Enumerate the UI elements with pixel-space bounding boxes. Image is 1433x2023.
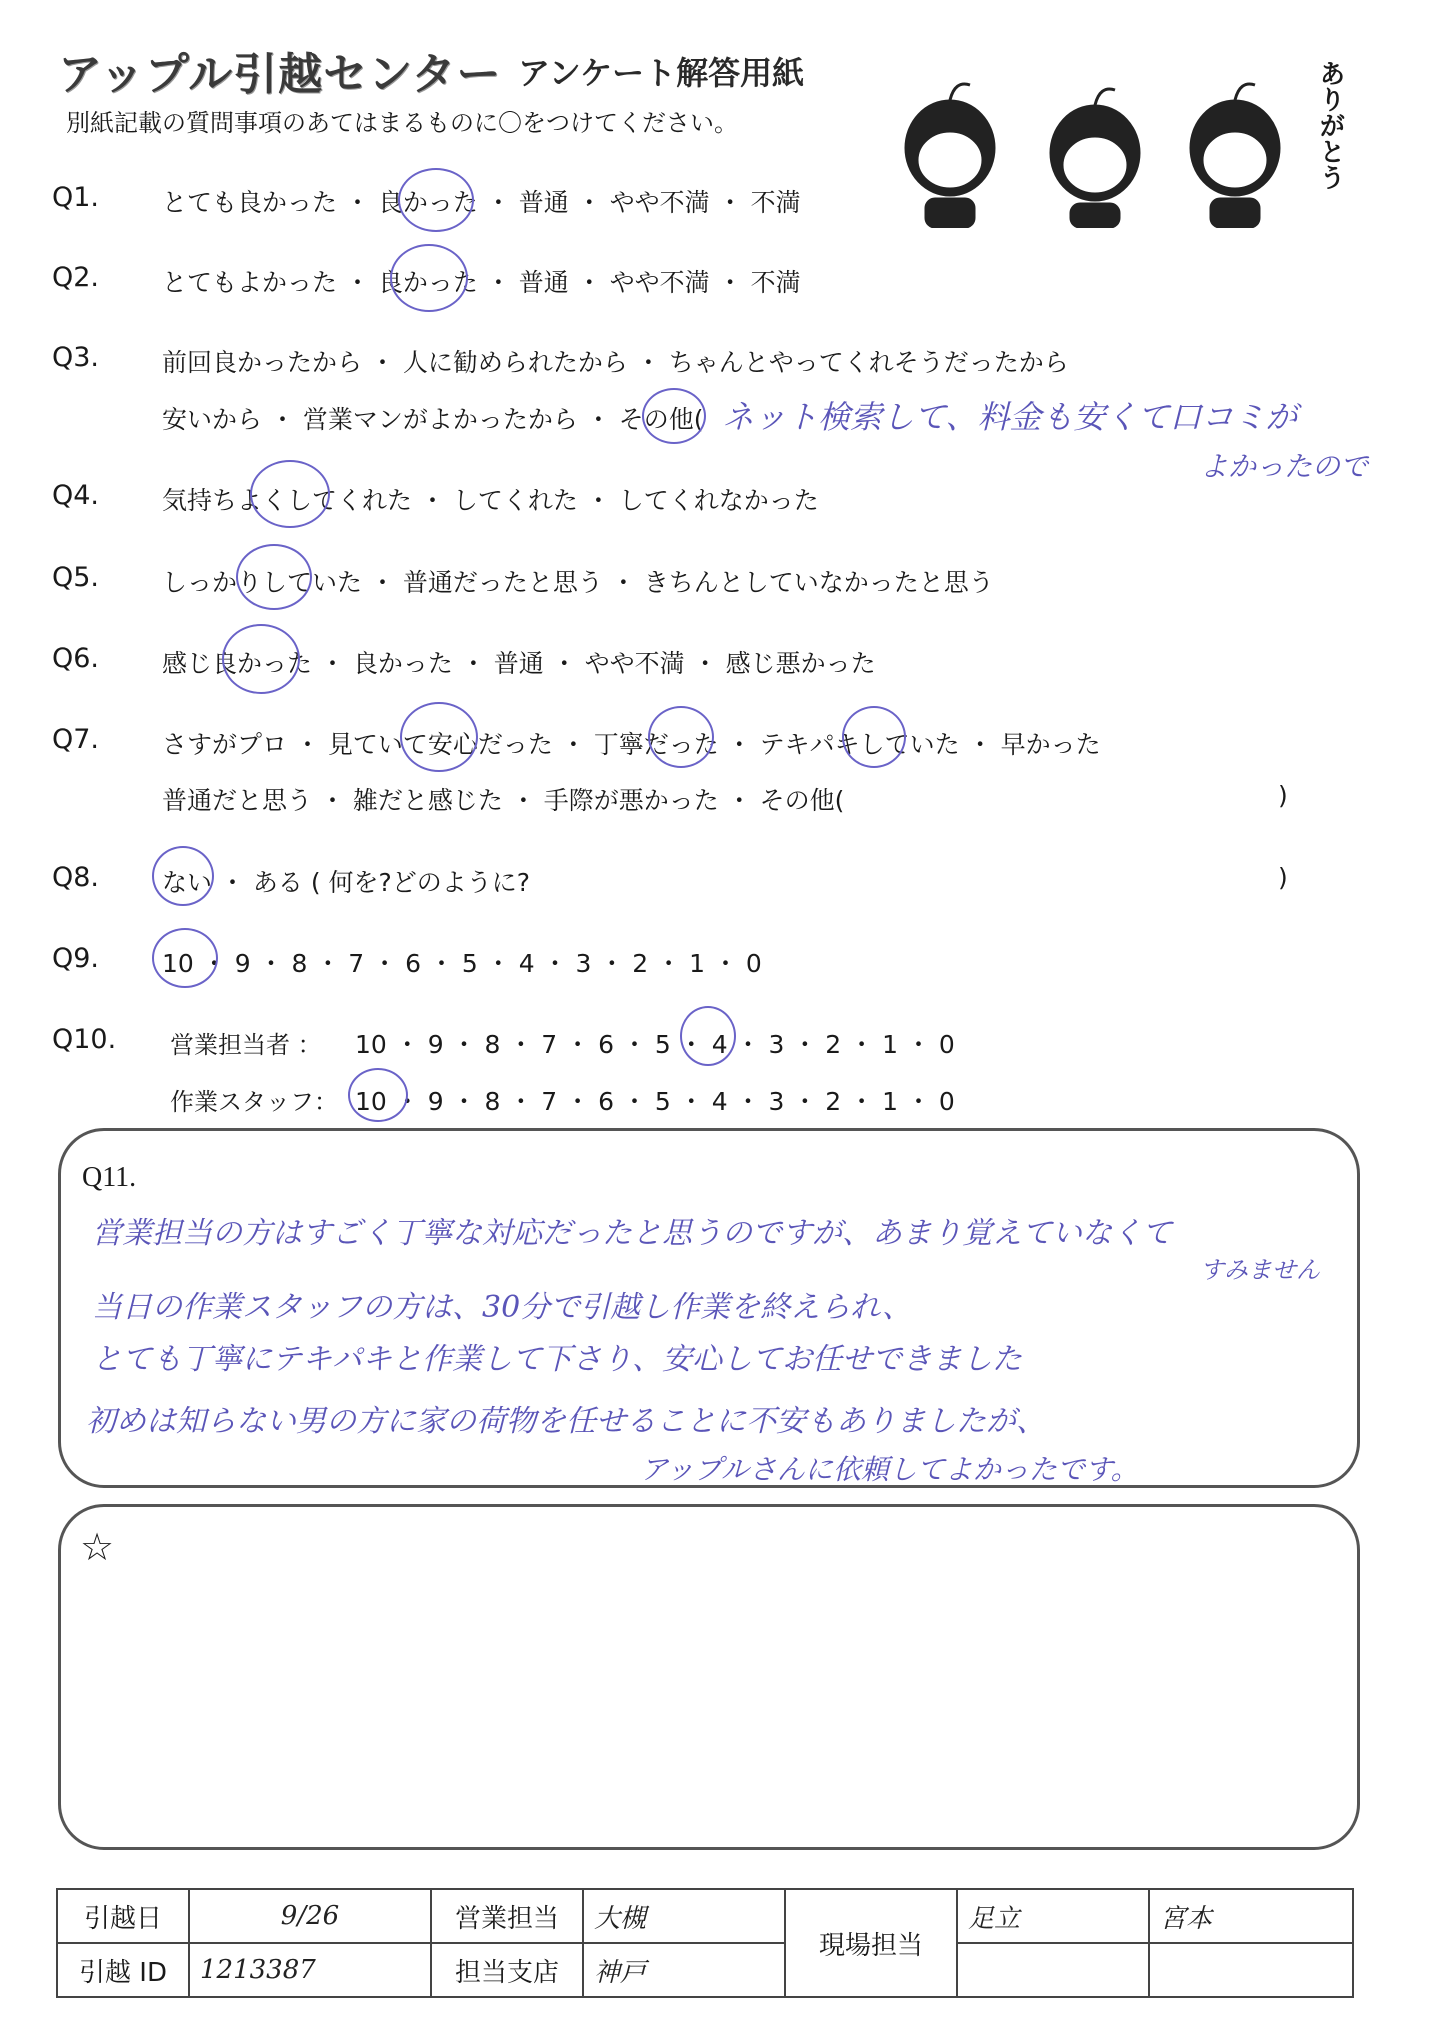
q7-answer-circle-anshin — [400, 702, 478, 772]
q4-answer-circle — [250, 460, 330, 528]
q7-options-line1: さすがプロ ・ 見ていて安心だった ・ 丁寧だった ・ テキパキしていた ・ 早かった — [162, 730, 1101, 759]
q3-options-line2: 安いから ・ 営業マンがよかったから ・ その他( — [162, 405, 704, 434]
sales-rep-value: 大槻 — [583, 1889, 785, 1943]
company-name: アップル引越センター — [58, 49, 502, 100]
q10-label-staff: 作業スタッフ： — [170, 1088, 338, 1116]
site-staff-value-1: 足立 — [957, 1889, 1149, 1943]
q2-options: とてもよかった ・ 良かった ・ 普通 ・ やや不満 ・ 不満 — [162, 268, 801, 297]
q1-number: Q1. — [52, 182, 100, 213]
q11-comment-line3: 当日の作業スタッフの方は、30分で引越し作業を終えられ、 — [92, 1290, 912, 1325]
star-label: ☆ — [80, 1525, 115, 1569]
q3-options-line1: 前回良かったから ・ 人に勧められたから ・ ちゃんとやってくれそうだったから — [162, 348, 1069, 377]
q10-label-sales: 営業担当者 ： — [170, 1031, 322, 1059]
q11-comment-line4: とても丁寧にテキパキと作業して下さり、安心してお任せできました — [92, 1342, 1022, 1377]
q3-number: Q3. — [52, 342, 100, 373]
branch-value: 神戸 — [583, 1943, 785, 1997]
q5-answer-circle — [236, 544, 312, 610]
q10-scale-sales: 10 ・ 9 ・ 8 ・ 7 ・ 6 ・ 5 ・ 4 ・ 3 ・ 2 ・ 1 ・ 0 — [355, 1030, 955, 1059]
form-title: アンケート解答用紙 — [518, 54, 805, 92]
free-comment-box — [58, 1504, 1360, 1850]
q11-comment-line2: すみません — [1200, 1256, 1320, 1284]
site-staff-empty-1 — [957, 1943, 1149, 1997]
q11-comment-line6: アップルさんに依頼してよかったです。 — [640, 1453, 1139, 1486]
site-staff-label: 現場担当 — [785, 1889, 957, 1997]
q3-handwritten-line1: ネット検索して、料金も安くて口コミが — [722, 398, 1298, 436]
q8-close-paren: ) — [1278, 863, 1288, 892]
q9-scale: 10 ・ 9 ・ 8 ・ 7 ・ 6 ・ 5 ・ 4 ・ 3 ・ 2 ・ 1 ・ 0 — [162, 949, 762, 978]
q1-options: とても良かった ・ 良かった ・ 普通 ・ やや不満 ・ 不満 — [162, 188, 801, 217]
q10-scale-staff: 10 ・ 9 ・ 8 ・ 7 ・ 6 ・ 5 ・ 4 ・ 3 ・ 2 ・ 1 ・ 0 — [355, 1087, 955, 1116]
q2-answer-circle — [390, 244, 468, 312]
q7-number: Q7. — [52, 724, 100, 755]
mascot-illustration — [880, 48, 1350, 228]
q7-close-paren: ) — [1278, 781, 1288, 810]
q8-answer-circle — [152, 846, 214, 906]
q9-number: Q9. — [52, 943, 100, 974]
q8-number: Q8. — [52, 862, 100, 893]
move-date-value: 9/26 — [189, 1889, 431, 1943]
q6-options: 感じ良かった ・ 良かった ・ 普通 ・ やや不満 ・ 感じ悪かった — [162, 649, 876, 678]
q5-number: Q5. — [52, 562, 100, 593]
q4-options: 気持ちよくしてくれた ・ してくれた ・ してくれなかった — [162, 486, 819, 515]
q8-options: ない ・ ある ( 何を?どのように? — [162, 868, 531, 897]
q5-options: しっかりしていた ・ 普通だったと思う ・ きちんとしていなかったと思う — [162, 568, 994, 597]
thanks-text: ありがとう — [1315, 60, 1345, 190]
q3-handwritten-line2: よかったので — [1200, 450, 1369, 483]
q11-label: Q11. — [82, 1162, 137, 1193]
footer-table — [56, 1888, 1354, 1998]
q2-number: Q2. — [52, 262, 100, 293]
site-staff-value-2: 宮本 — [1149, 1889, 1353, 1943]
q6-answer-circle — [222, 624, 300, 694]
sales-rep-label: 営業担当 — [431, 1889, 583, 1943]
q10-number: Q10. — [52, 1024, 117, 1055]
q10-sales-answer-circle — [680, 1006, 736, 1066]
q6-number: Q6. — [52, 643, 100, 674]
q9-answer-circle — [152, 928, 218, 988]
move-id-value: 1213387 — [189, 1943, 431, 1997]
q7-answer-circle-teinei — [648, 706, 714, 768]
move-id-label: 引越 ID — [57, 1943, 189, 1997]
q4-number: Q4. — [52, 480, 100, 511]
q7-options-line2: 普通だと思う ・ 雑だと感じた ・ 手際が悪かった ・ その他( — [162, 786, 845, 815]
branch-label: 担当支店 — [431, 1943, 583, 1997]
q11-comment-line5: 初めは知らない男の方に家の荷物を任せることに不安もありましたが、 — [86, 1404, 1046, 1439]
instruction-text: 別紙記載の質問事項のあてはまるものに〇をつけてください。 — [66, 109, 738, 137]
q1-answer-circle — [398, 168, 474, 232]
q7-answer-circle-tekipaki — [842, 706, 906, 768]
q11-comment-line1: 営業担当の方はすごく丁寧な対応だったと思うのですが、あまり覚えていなくて — [92, 1216, 1172, 1251]
move-date-label: 引越日 — [57, 1889, 189, 1943]
q10-staff-answer-circle — [348, 1068, 408, 1122]
site-staff-empty-2 — [1149, 1943, 1353, 1997]
q3-answer-circle — [642, 388, 706, 444]
